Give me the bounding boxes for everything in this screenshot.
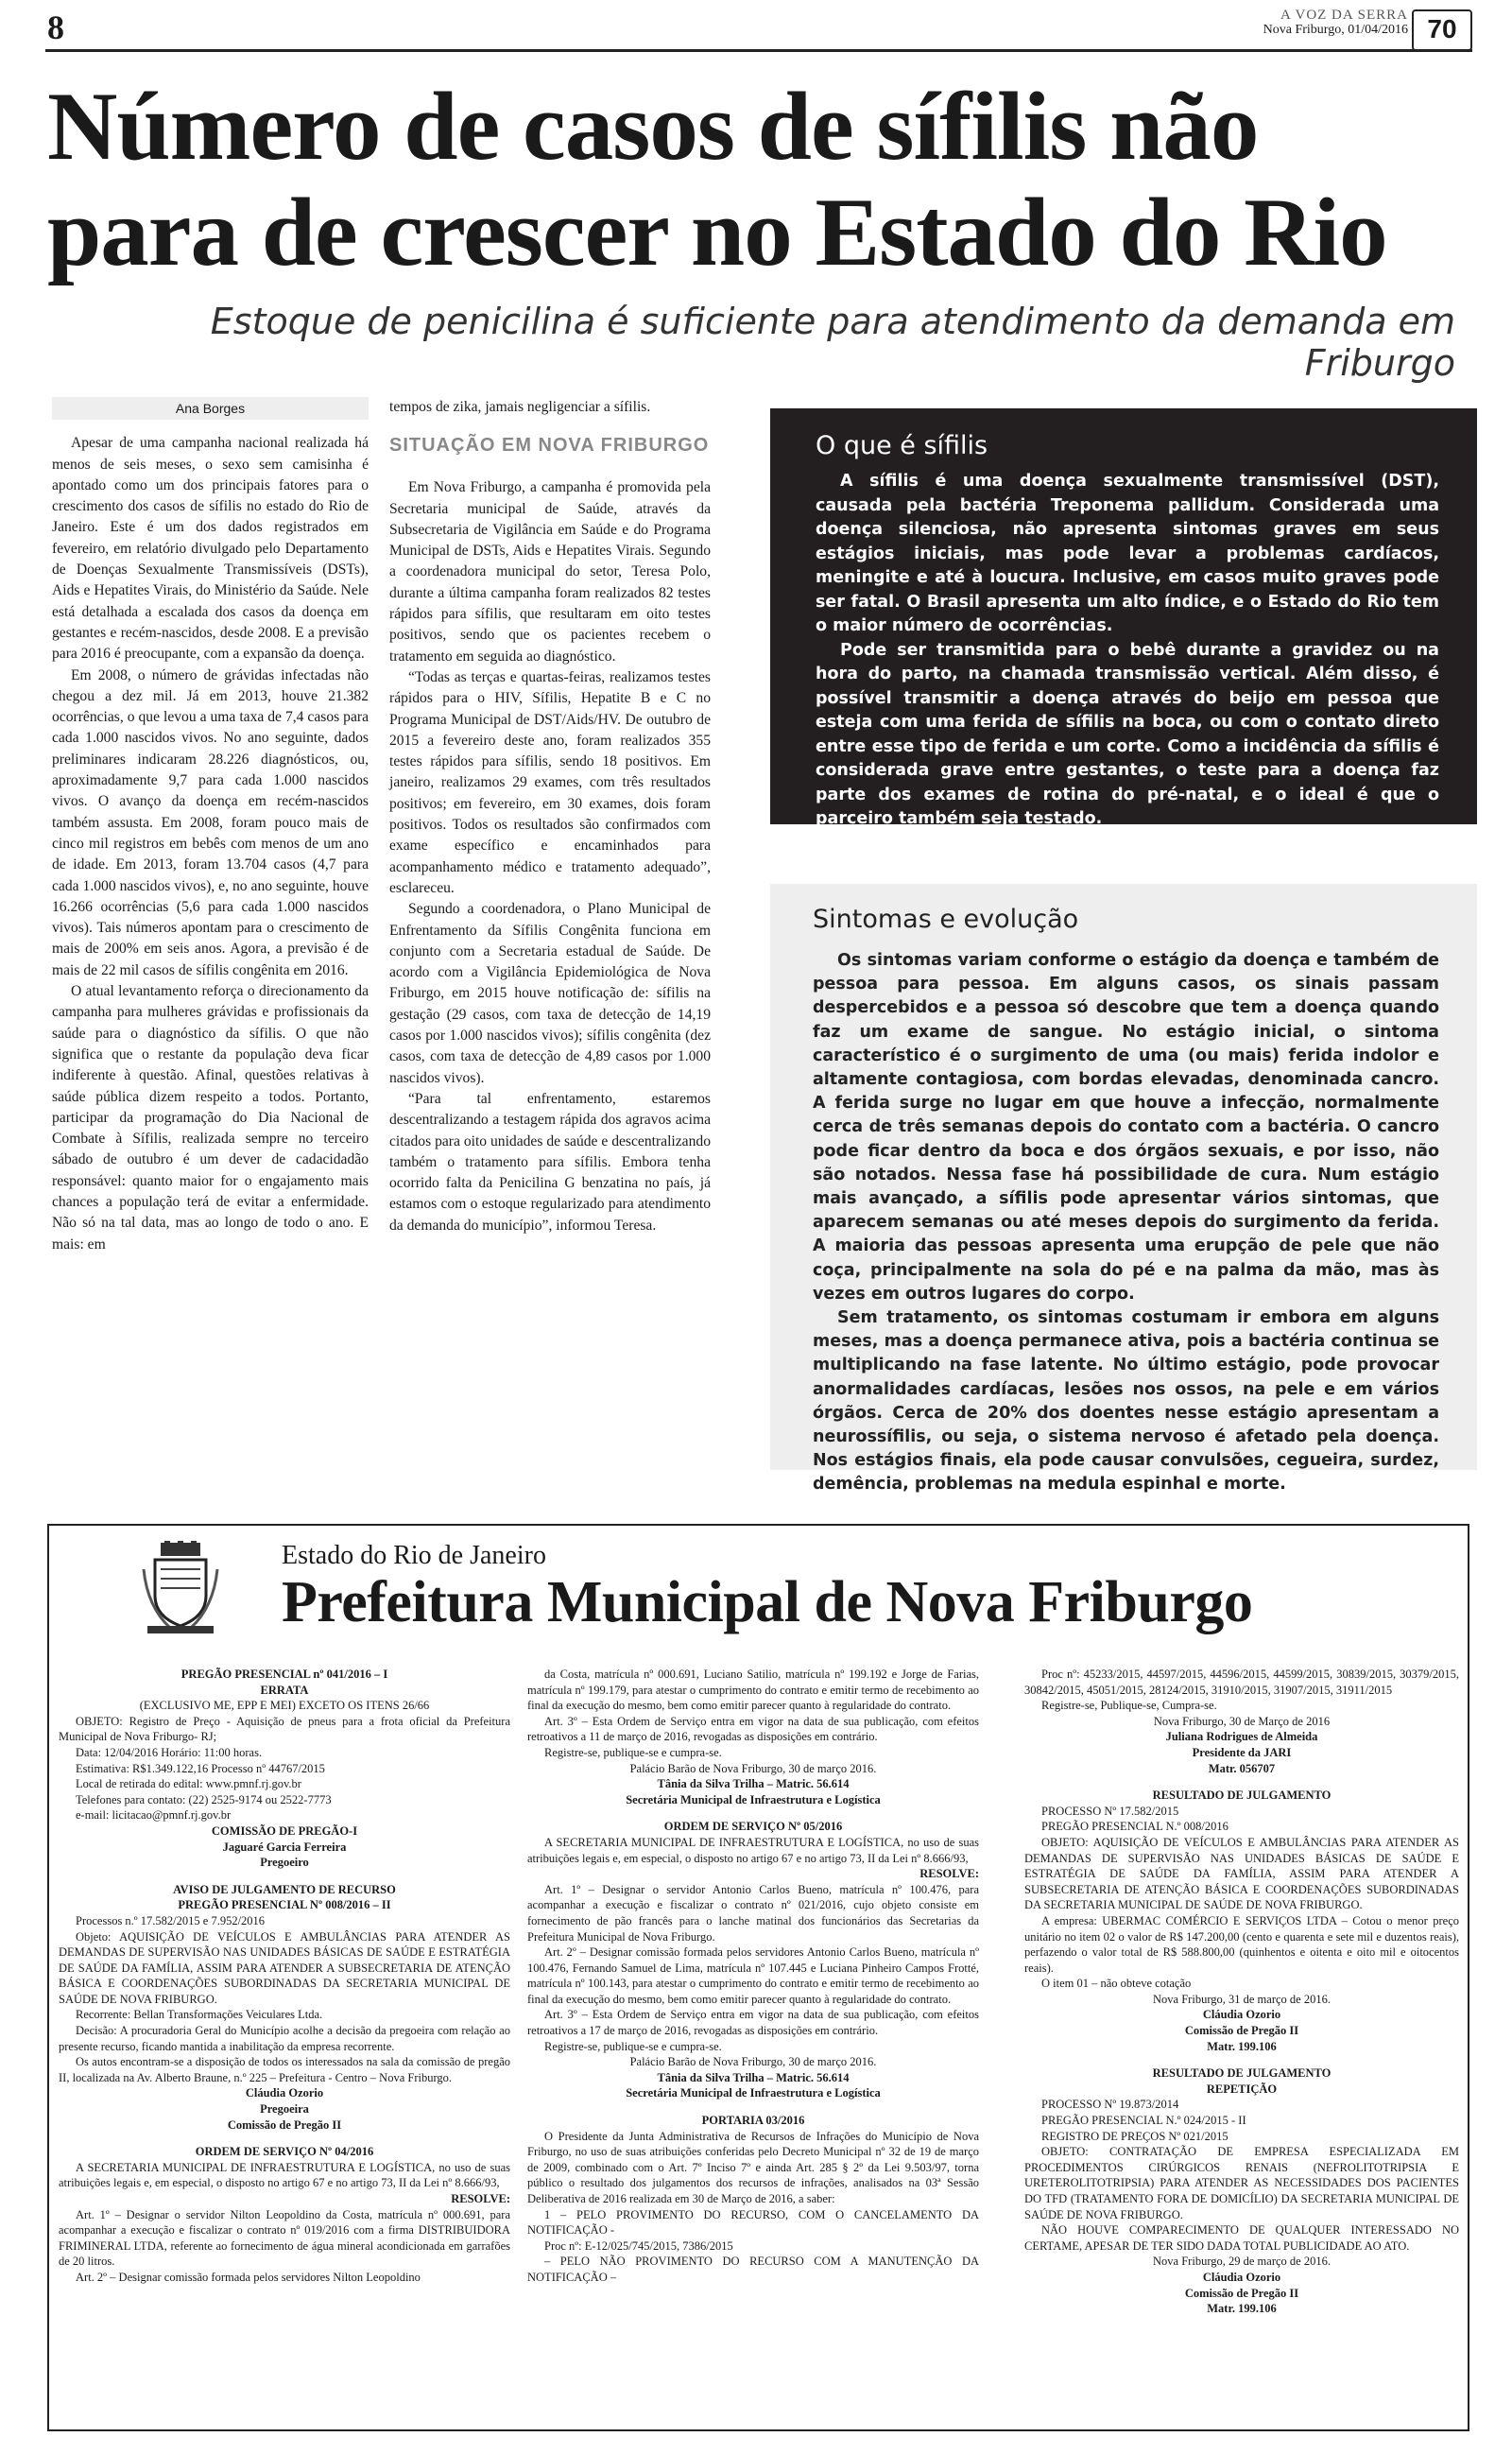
info-box-title: O que é sífilis xyxy=(816,431,988,460)
notice-paragraph: Art. 1º – Designar o servidor Antonio Carlos Bueno, matrícula nº 100.476, para acompanhar a execução e fiscalizar o contrato nº 021/2016, cujo objeto consiste em fornecimento de pão francês para o lanche matinal dos funcionários das Secretarias da Prefeitura Municipal de Nova Friburgo. xyxy=(527,1882,979,1944)
notice-paragraph: Recorrente: Bellan Transformações Veiculares Ltda. xyxy=(76,2008,323,2022)
info-box-symptoms xyxy=(770,884,1477,1495)
notice-heading: Matr. 199.106 xyxy=(1207,2302,1277,2316)
notice-paragraph: O Presidente da Junta Administrativa de Recursos de Infrações do Município de Nova Friburgo, no uso de suas atribuições conferidas pelo Decreto Municipal nº 32 de 19 de março de 2009, combinado com o Art. 7º Inciso 7º e ainda Art. 285 § 2º da Lei 9.503/97, torna público o resultado dos julgamentos dos recursos de infrações, analisados na 03ª Sessão Deliberativa de 2016 realizada em 30 de Março de 2016, a saber: xyxy=(527,2129,979,2205)
notice-paragraph: REGISTRO DE PREÇOS Nº 021/2015 xyxy=(1041,2129,1228,2143)
notice-paragraph: e-mail: licitacao@pmnf.rj.gov.br xyxy=(76,1808,232,1823)
issue-date: Nova Friburgo, 01/04/2016 xyxy=(1263,23,1408,37)
notice-paragraph: PROCESSO Nº 19.873/2014 xyxy=(1041,2098,1179,2112)
notice-heading: ORDEM DE SERVIÇO Nº 04/2016 xyxy=(195,2145,374,2159)
notice-paragraph: RESOLVE: xyxy=(919,1867,979,1881)
notice-paragraph: Art. 2º – Designar comissão formada pelos servidores Nilton Leopoldino xyxy=(76,2270,421,2284)
notice-paragraph: Registre-se, publique-se e cumpra-se. xyxy=(544,2039,722,2053)
info-box-what-is-syphilis xyxy=(770,408,1477,828)
notice-heading: COMISSÃO DE PREGÃO-I xyxy=(211,1823,358,1838)
notice-paragraph: 1 – PELO PROVIMENTO DO RECURSO, COM O CANCELAMENTO DA NOTIFICAÇÃO - xyxy=(527,2207,979,2238)
notice-heading: AVISO DE JULGAMENTO DE RECURSO xyxy=(173,1882,396,1896)
notice-heading: REPETIÇÃO xyxy=(1206,2082,1278,2096)
notice-paragraph: Palácio Barão de Nova Friburgo, 30 de março 2016. xyxy=(629,2055,877,2069)
headline-line-2: para de crescer no Estado do Rio xyxy=(47,179,1387,286)
notice-heading: Pregoeiro xyxy=(260,1856,309,1870)
notice-column-2 xyxy=(527,1667,979,2286)
notice-heading: Tânia da Silva Trilha – Matric. 56.614 xyxy=(657,2070,850,2084)
article-paragraph: “Todas as terças e quartas-feiras, realizamos testes rápidos para o HIV, Sífilis, Hepatite B e C no Programa Municipal de DST/Aids/HV. De outubro de 2015 a fevereiro deste ano, foram realizados 355 testes rápidos para sífilis, sendo 18 positivos. Em janeiro, realizamos 29 exames, com três resultados positivos; em fevereiro, em 30 exames, dois foram positivos. Todos os resultados são confirmados com exame específico e encaminhados para acompanhamento médico e tratamento adequado”, esclareceu. xyxy=(389,668,711,896)
notice-paragraph: OBJETO: CONTRATAÇÃO DE EMPRESA ESPECIALIZADA EM PROCEDIMENTOS CIRÚRGICOS RENAIS (NEFROLITOTRIPSIA E URETEROLITOTRIPSIA) PARA ATENDER AS NECESSIDADES DOS PACIENTES DO TFD (TRATAMENTO FORA DE DOMICÍLIO) DA SECRETARIA MUNICIPAL DE SAÚDE DE NOVA FRIBURGO. xyxy=(1024,2145,1459,2221)
notice-paragraph: Art. 3º – Esta Ordem de Serviço entra em vigor na data de sua publicação, com efeitos retroativos a 11 de março de 2016, revogadas as disposições em contrário. xyxy=(527,1714,979,1744)
notice-spacer xyxy=(527,1807,979,1819)
notice-heading: Comissão de Pregão II xyxy=(1184,2024,1299,2038)
notice-spacer xyxy=(527,2101,979,2113)
notice-paragraph: A empresa: UBERMAC COMÉRCIO E SERVIÇOS LTDA – Cotou o menor preço unitário no item 02 o valor de R$ 147.200,00 (cento e quarenta e sete mil e duzentos reais), perfazendo o valor total de R$ 588.800,00 (quinhentos e oitenta e oito mil e oitocentos reais). xyxy=(1024,1913,1459,1975)
notice-paragraph: Art. 3º – Esta Ordem de Serviço entra em vigor na data de sua publicação, com efeitos retroativos a 17 de março de 2016, revogadas as disposições em contrário. xyxy=(527,2008,979,2038)
notice-paragraph: Nova Friburgo, 30 de Março de 2016 xyxy=(1153,1714,1331,1728)
article-column-1 xyxy=(52,397,369,1255)
notice-heading: Secretária Municipal de Infraestrutura e Logística xyxy=(626,2086,881,2100)
notice-heading: Cláudia Ozorio xyxy=(1202,2008,1281,2022)
notice-spacer xyxy=(1024,2054,1459,2065)
notice-heading: Cláudia Ozorio xyxy=(245,2086,324,2100)
notice-paragraph: Art. 2º – Designar comissão formada pelos servidores Antonio Carlos Bueno, matrícula nº 100.476, Fernando Samuel de Lima, matrícula nº 107.445 e Luciana Pinheiro Campos Frotté, matrícula nº 100.143, para atestar o cumprimento do contrato e emitir termo de recebimento ao final da execução do mesmo, bem como emitir parecer quanto à regularidade do contrato. xyxy=(527,1945,979,2006)
notice-heading: Juliana Rodrigues de Almeida xyxy=(1165,1730,1318,1744)
notice-paragraph: Processos n.º 17.582/2015 e 7.952/2016 xyxy=(76,1913,266,1927)
notice-paragraph: PROCESSO Nº 17.582/2015 xyxy=(1041,1804,1179,1818)
notice-heading: Pregoeira xyxy=(260,2102,309,2117)
notice-heading: Presidente da JARI xyxy=(1192,1745,1292,1759)
article-headline xyxy=(47,74,1484,285)
notice-column-3 xyxy=(1024,1667,1459,2317)
notice-paragraph: PREGÃO PRESENCIAL N.º 008/2016 xyxy=(1041,1820,1228,1834)
article-column-2 xyxy=(389,397,711,1236)
notice-heading: Secretária Municipal de Infraestrutura e Logística xyxy=(626,1792,881,1806)
notice-heading: PREGÃO PRESENCIAL Nº 008/2016 – II xyxy=(178,1898,391,1912)
byline: Ana Borges xyxy=(52,397,369,420)
notice-paragraph: Registre-se, publique-se e cumpra-se. xyxy=(544,1745,722,1759)
notice-paragraph: Nova Friburgo, 29 de março de 2016. xyxy=(1153,2255,1331,2269)
notice-paragraph: RESOLVE: xyxy=(451,2192,510,2205)
header-rule xyxy=(45,49,1472,52)
info-box-paragraph: Os sintomas variam conforme o estágio da doença e também de pessoa para pessoa. Em alguns casos, os sinais passam despercebidos e a pessoa só descobre que tem a doença quando faz um exame de sangue. No estágio inicial, o sintoma característico é o surgimento de uma (ou mais) ferida indolor e altamente contagiosa, com bordas elevadas, denominada cancro. A ferida surge no lugar em que houve a infecção, normalmente cerca de três semanas depois do contato com a bactéria. O cancro pode ficar dentro da boca e dos órgãos sexuais, e por isso, não são notados. Nessa fase há possibilidade de cura. Num estágio mais avançado, a sífilis pode apresentar vários sintomas, que aparecem semanas ou até meses depois do surgimento da ferida. A maioria das pessoas apresenta uma erupção de pele que não coça, principalmente na sola do pé e na palma da mão, mas às vezes em outros lugares do corpo. xyxy=(813,951,1439,1304)
notice-spacer xyxy=(59,2133,510,2144)
headline-line-1: Número de casos de sífilis não xyxy=(47,73,1259,181)
notice-paragraph: NÃO HOUVE COMPARECIMENTO DE QUALQUER INTERESSADO NO CERTAME, APESAR DE TER SIDO DADA TOTAL PUBLICIDADE AO ATO. xyxy=(1024,2223,1459,2253)
notice-heading: RESULTADO DE JULGAMENTO xyxy=(1152,1789,1332,1803)
article-subheadline: Estoque de penicilina é suficiente para atendimento da demanda em Friburgo xyxy=(210,301,1455,384)
notice-paragraph: Data: 12/04/2016 Horário: 11:00 horas. xyxy=(76,1745,263,1759)
article-paragraph: Segundo a coordenadora, o Plano Municipal de Enfrentamento da Sífilis Congênita funciona em conjunto com a Secretaria estadual de Saúde. De acordo com a Vigilância Epidemiológica de Nova Friburgo, em 2015 houve notificação de: sífilis na gestação (29 casos, com taxa de detecção de 14,19 casos por 1.000 nascidos vivos); sífilis congênita (dez casos, com taxa de detecção de 4,89 casos por 1.000 nascidos vivos). xyxy=(389,901,711,1086)
notice-paragraph: Estimativa: R$1.349.122,16 Processo nº 44767/2015 xyxy=(76,1761,325,1775)
notice-paragraph: A SECRETARIA MUNICIPAL DE INFRAESTRUTURA E LOGÍSTICA, no uso de suas atribuições legais e, em especial, o disposto no artigo 67 e no artigo 73, II da Lei nº 8.666/93, xyxy=(527,1835,979,1865)
notice-paragraph: Os autos encontram-se a disposição de todos os interessados na sala da comissão de pregão II, localizada na Av. Alberto Braune, n.º 225 – Prefeitura - Centro – Nova Friburgo. xyxy=(59,2055,510,2084)
notice-paragraph: OBJETO: Registro de Preço - Aquisição de pneus para a frota oficial da Prefeitura Municipal de Nova Friburgo- RJ; xyxy=(59,1714,510,1744)
page-number: 8 xyxy=(47,9,64,46)
notice-heading: Matr. 056707 xyxy=(1208,1761,1276,1775)
article-paragraph: “Para tal enfrentamento, estaremos descentralizando a testagem rápida dos agravos acima citados para oito unidades de saúde e descentralizando também o tratamento para sífilis. Embora tenha ocorrido falta da Penicilina G benzatina no país, já estamos com o estoque regularizado para atendimento da demanda do município”, informou Teresa. xyxy=(389,1090,711,1234)
article-paragraph: O atual levantamento reforça o direcionamento da campanha para mulheres grávidas e profissionais da saúde para o diagnóstico da sífilis. O que não significa que o restante da população deva ficar indiferente à questão. Afinal, questões relativas à saúde pública dizem respeito a todos. Portanto, participar da programação do Dia Nacional de Combate à Sífilis, realizada sempre no terceiro sábado de outubro é um dever de cadacidadão responsável: quanto maior for o engajamento mais chances a população terá de evitar a enfermidade. Não só na tal data, mas ao longo de todo o ano. E mais: em xyxy=(52,983,369,1253)
notice-heading: Matr. 199.106 xyxy=(1207,2039,1277,2053)
notice-spacer xyxy=(1024,1776,1459,1788)
notice-heading: Jaguaré Garcia Ferreira xyxy=(222,1840,347,1854)
notice-heading: ORDEM DE SERVIÇO Nº 05/2016 xyxy=(663,1820,843,1834)
notice-paragraph: da Costa, matrícula nº 000.691, Luciano Satilio, matrícula nº 199.192 e Jorge de Farias, matrícula nº 199.179, para atestar o cumprimento do contrato e emitir termo de recebimento ao final da execução do mesmo, bem como emitir parecer quanto à regularidade do contrato. xyxy=(527,1668,979,1713)
notice-column-1 xyxy=(59,1667,510,2286)
notice-heading: Comissão de Pregão II xyxy=(227,2117,342,2132)
notice-paragraph: Palácio Barão de Nova Friburgo, 30 de março 2016. xyxy=(629,1761,877,1775)
info-box-paragraph: Sem tratamento, os sintomas costumam ir embora em alguns meses, mas a doença permanece ativa, pois a bactéria continua se multiplicando na fase latente. No último estágio, pode provocar anormalidades cardíacas, lesões nos ossos, na pele e em vários órgãos. Cerca de 20% dos doentes nesse estágio apresentam a neurossífilis, ou seja, o sistema nervoso é afetado pela doença. Nos estágios finais, ela pode causar convulsões, cegueira, surdez, demência, problemas na medula espinhal e morte. xyxy=(813,1308,1439,1495)
notice-heading: PORTARIA 03/2016 xyxy=(701,2114,805,2128)
info-box-paragraph: Pode ser transmitida para o bebê durante a gravidez ou na hora do parto, na chamada transmissão vertical. Além disso, é possível transmitir a doença através do beijo em pessoa que esteja com uma ferida de sífilis na boca, ou com o contato direto entre esse tipo de ferida e um corte. Como a incidência da sífilis é considerada grave entre gestantes, o teste para a doença faz parte dos exames de rotina do pré-natal, e o ideal é que o parceiro também seja testado. xyxy=(816,640,1439,828)
notice-heading: Tânia da Silva Trilha – Matric. 56.614 xyxy=(657,1777,850,1791)
notice-paragraph: Local de retirada do edital: www.pmnf.rj.gov.br xyxy=(76,1777,301,1791)
coat-of-arms-icon xyxy=(142,1541,219,1635)
notice-heading: ERRATA xyxy=(260,1683,309,1697)
section-title: SITUAÇÃO EM NOVA FRIBURGO xyxy=(389,435,710,457)
notice-paragraph: PREGÃO PRESENCIAL N.º 024/2015 - II xyxy=(1041,2114,1246,2128)
paper-name: A VOZ DA SERRA xyxy=(1280,8,1408,23)
masthead xyxy=(1263,8,1408,38)
notice-paragraph: OBJETO: AQUISIÇÃO DE VEÍCULOS E AMBULÂNCIAS PARA ATENDER AS DEMANDAS DE SUPERVISÃO NAS UNIDADES BÁSICAS DE SAÚDE E ESTRATÉGIA DE SAÚDE DA FAMÍLIA, ASSIM PARA ATENDER A SUBSECRETARIA DE ATENÇÃO BÁSICA E COORDENAÇÕES SUBORDINADAS DA SECRETARIA MUNICIPAL DE SAÚDE DE NOVA FRIBURGO. xyxy=(1024,1835,1459,1912)
notice-paragraph: Nova Friburgo, 31 de março de 2016. xyxy=(1153,1992,1331,2006)
notice-heading: PREGÃO PRESENCIAL nº 041/2016 – I xyxy=(180,1668,388,1681)
notice-heading: Comissão de Pregão II xyxy=(1184,2286,1299,2300)
info-box-paragraph: A sífilis é uma doença sexualmente transmissível (DST), causada pela bactéria Treponema pallidum. Considerada uma doença silenciosa, não apresenta sintomas graves em seus estágios iniciais, mas pode levar a problemas cardíacos, meningite e até à loucura. Inclusive, em casos muito graves pode ser fatal. O Brasil apresenta um alto índice, e o Estado do Rio tem o maior número de ocorrências. xyxy=(816,472,1439,635)
notice-paragraph: Proc nº: 45233/2015, 44597/2015, 44596/2015, 44599/2015, 30839/2015, 30379/2015, 30842/2015, 45051/2015, 28124/2015, 31910/2015, 31907/2015, 31911/2015 xyxy=(1024,1668,1459,1697)
notice-heading: Cláudia Ozorio xyxy=(1202,2270,1281,2284)
article-paragraph: Em Nova Friburgo, a campanha é promovida pela Secretaria municipal de Saúde, através da Subsecretaria de Vigilância em Saúde e do Programa Municipal de DSTs, Aids e Hepatites Virais. Segundo a coordenadora municipal do setor, Teresa Polo, durante a última campanha foram realizados 82 testes rápidos para sífilis, que resultaram em oito testes positivos, sendo que os pacientes recebem o tratamento em seguida ao diagnóstico. xyxy=(389,479,711,665)
notice-title: Prefeitura Municipal de Nova Friburgo xyxy=(282,1570,1253,1634)
notice-paragraph: Registre-se, Publique-se, Cumpra-se. xyxy=(1041,1699,1217,1713)
notice-paragraph: Objeto: AQUISIÇÃO DE VEÍCULOS E AMBULÂNCIAS PARA ATENDER AS DEMANDAS DE SUPERVISÃO NAS UNIDADES BÁSICAS DE SAÚDE E ESTRATÉGIA DE SAÚDE DA FAMÍLIA, ASSIM PARA ATENDER A SUBSECRETARIA DE ATENÇÃO BÁSICA E COORDENAÇÕES SUBORDINADAS DA SECRETARIA MUNICIPAL DE SAÚDE DE NOVA FRIBURGO. xyxy=(59,1929,510,2006)
article-paragraph: Em 2008, o número de grávidas infectadas não chegou a dez mil. Já em 2013, houve 21.382 ocorrências, o que levou a uma taxa de 7,4 casos para cada 1.000 nascidos vivos. No ano seguinte, dados preliminares indicaram 28.226 diagnósticos, ou, aproximadamente 9,7 para cada 1.000 nascidos vivos. O avanço da doença em recém-nascidos também assusta. Em 2008, foram pouco mais de cinco mil registros em bebês com menos de um ano de idade. Em 2013, foram 13.704 casos (4,7 para cada 1.000 nascidos vivos), e, no ano seguinte, houve 16.266 ocorrências (5,6 para cada 1.000 nascidos vivos). Tais números apontam para o crescimento de mais de 200% em seis anos. Agora, a previsão é de mais de 22 mil casos de sífilis congênita em 2016. xyxy=(52,666,369,978)
notice-paragraph: Telefones para contato: (22) 2525-9174 ou 2522-7773 xyxy=(76,1792,332,1806)
notice-heading: RESULTADO DE JULGAMENTO xyxy=(1152,2066,1332,2081)
notice-paragraph: Proc nº: E-12/025/745/2015, 7386/2015 xyxy=(544,2238,733,2253)
notice-paragraph: Art. 1º – Designar o servidor Nilton Leopoldino da Costa, matrícula nº 000.691, para acompanhar a execução e fiscalizar o contrato nº 019/2016 com a firma DISTRIBUIDORA FRIMINERAL LTDA, referente ao fornecimento de água mineral acondicionada em garrafões de 20 litros. xyxy=(59,2207,510,2269)
anniversary-logo: 70 xyxy=(1412,9,1472,51)
notice-paragraph: A SECRETARIA MUNICIPAL DE INFRAESTRUTURA E LOGÍSTICA, no uso de suas atribuições legais e, em especial, o disposto no artigo 67 e no artigo 73, II da Lei nº 8.666/93, xyxy=(59,2160,510,2190)
article-paragraph: Apesar de uma campanha nacional realizada há menos de seis meses, o sexo sem camisinha é apontado como um dos principais fatores para o crescimento dos casos de sífilis no estado do Rio de Janeiro. Este é um dos dados registrados em fevereiro, em relatório divulgado pelo Departamento de Doenças Sexualmente Transmissíveis (DSTs), Aids e Hepatites Virais, do Ministério da Saúde. Nele está detalhada a escalada dos casos da doença em gestantes e recém-nascidos, desde 2008. E a previsão para 2016 é preocupante, com a expansão da doença. xyxy=(52,435,369,663)
info-box-title: Sintomas e evolução xyxy=(813,905,1079,934)
notice-paragraph: – PELO NÃO PROVIMENTO DO RECURSO COM A MANUTENÇÃO DA NOTIFICAÇÃO – xyxy=(527,2255,979,2284)
notice-spacer xyxy=(59,1871,510,1882)
notice-paragraph: (EXCLUSIVO ME, EPP E MEI) EXCETO OS ITENS 26/66 xyxy=(139,1699,430,1713)
article-paragraph-continued: tempos de zika, jamais negligenciar a sífilis. xyxy=(389,399,651,415)
notice-paragraph: O item 01 – não obteve cotação xyxy=(1041,1977,1192,1991)
notice-paragraph: Decisão: A procuradoria Geral do Município acolhe a decisão da pregoeira com relação ao presente recurso, ficando mantida a inabilitação da empresa recorrente. xyxy=(59,2024,510,2053)
notice-state: Estado do Rio de Janeiro xyxy=(282,1541,546,1570)
